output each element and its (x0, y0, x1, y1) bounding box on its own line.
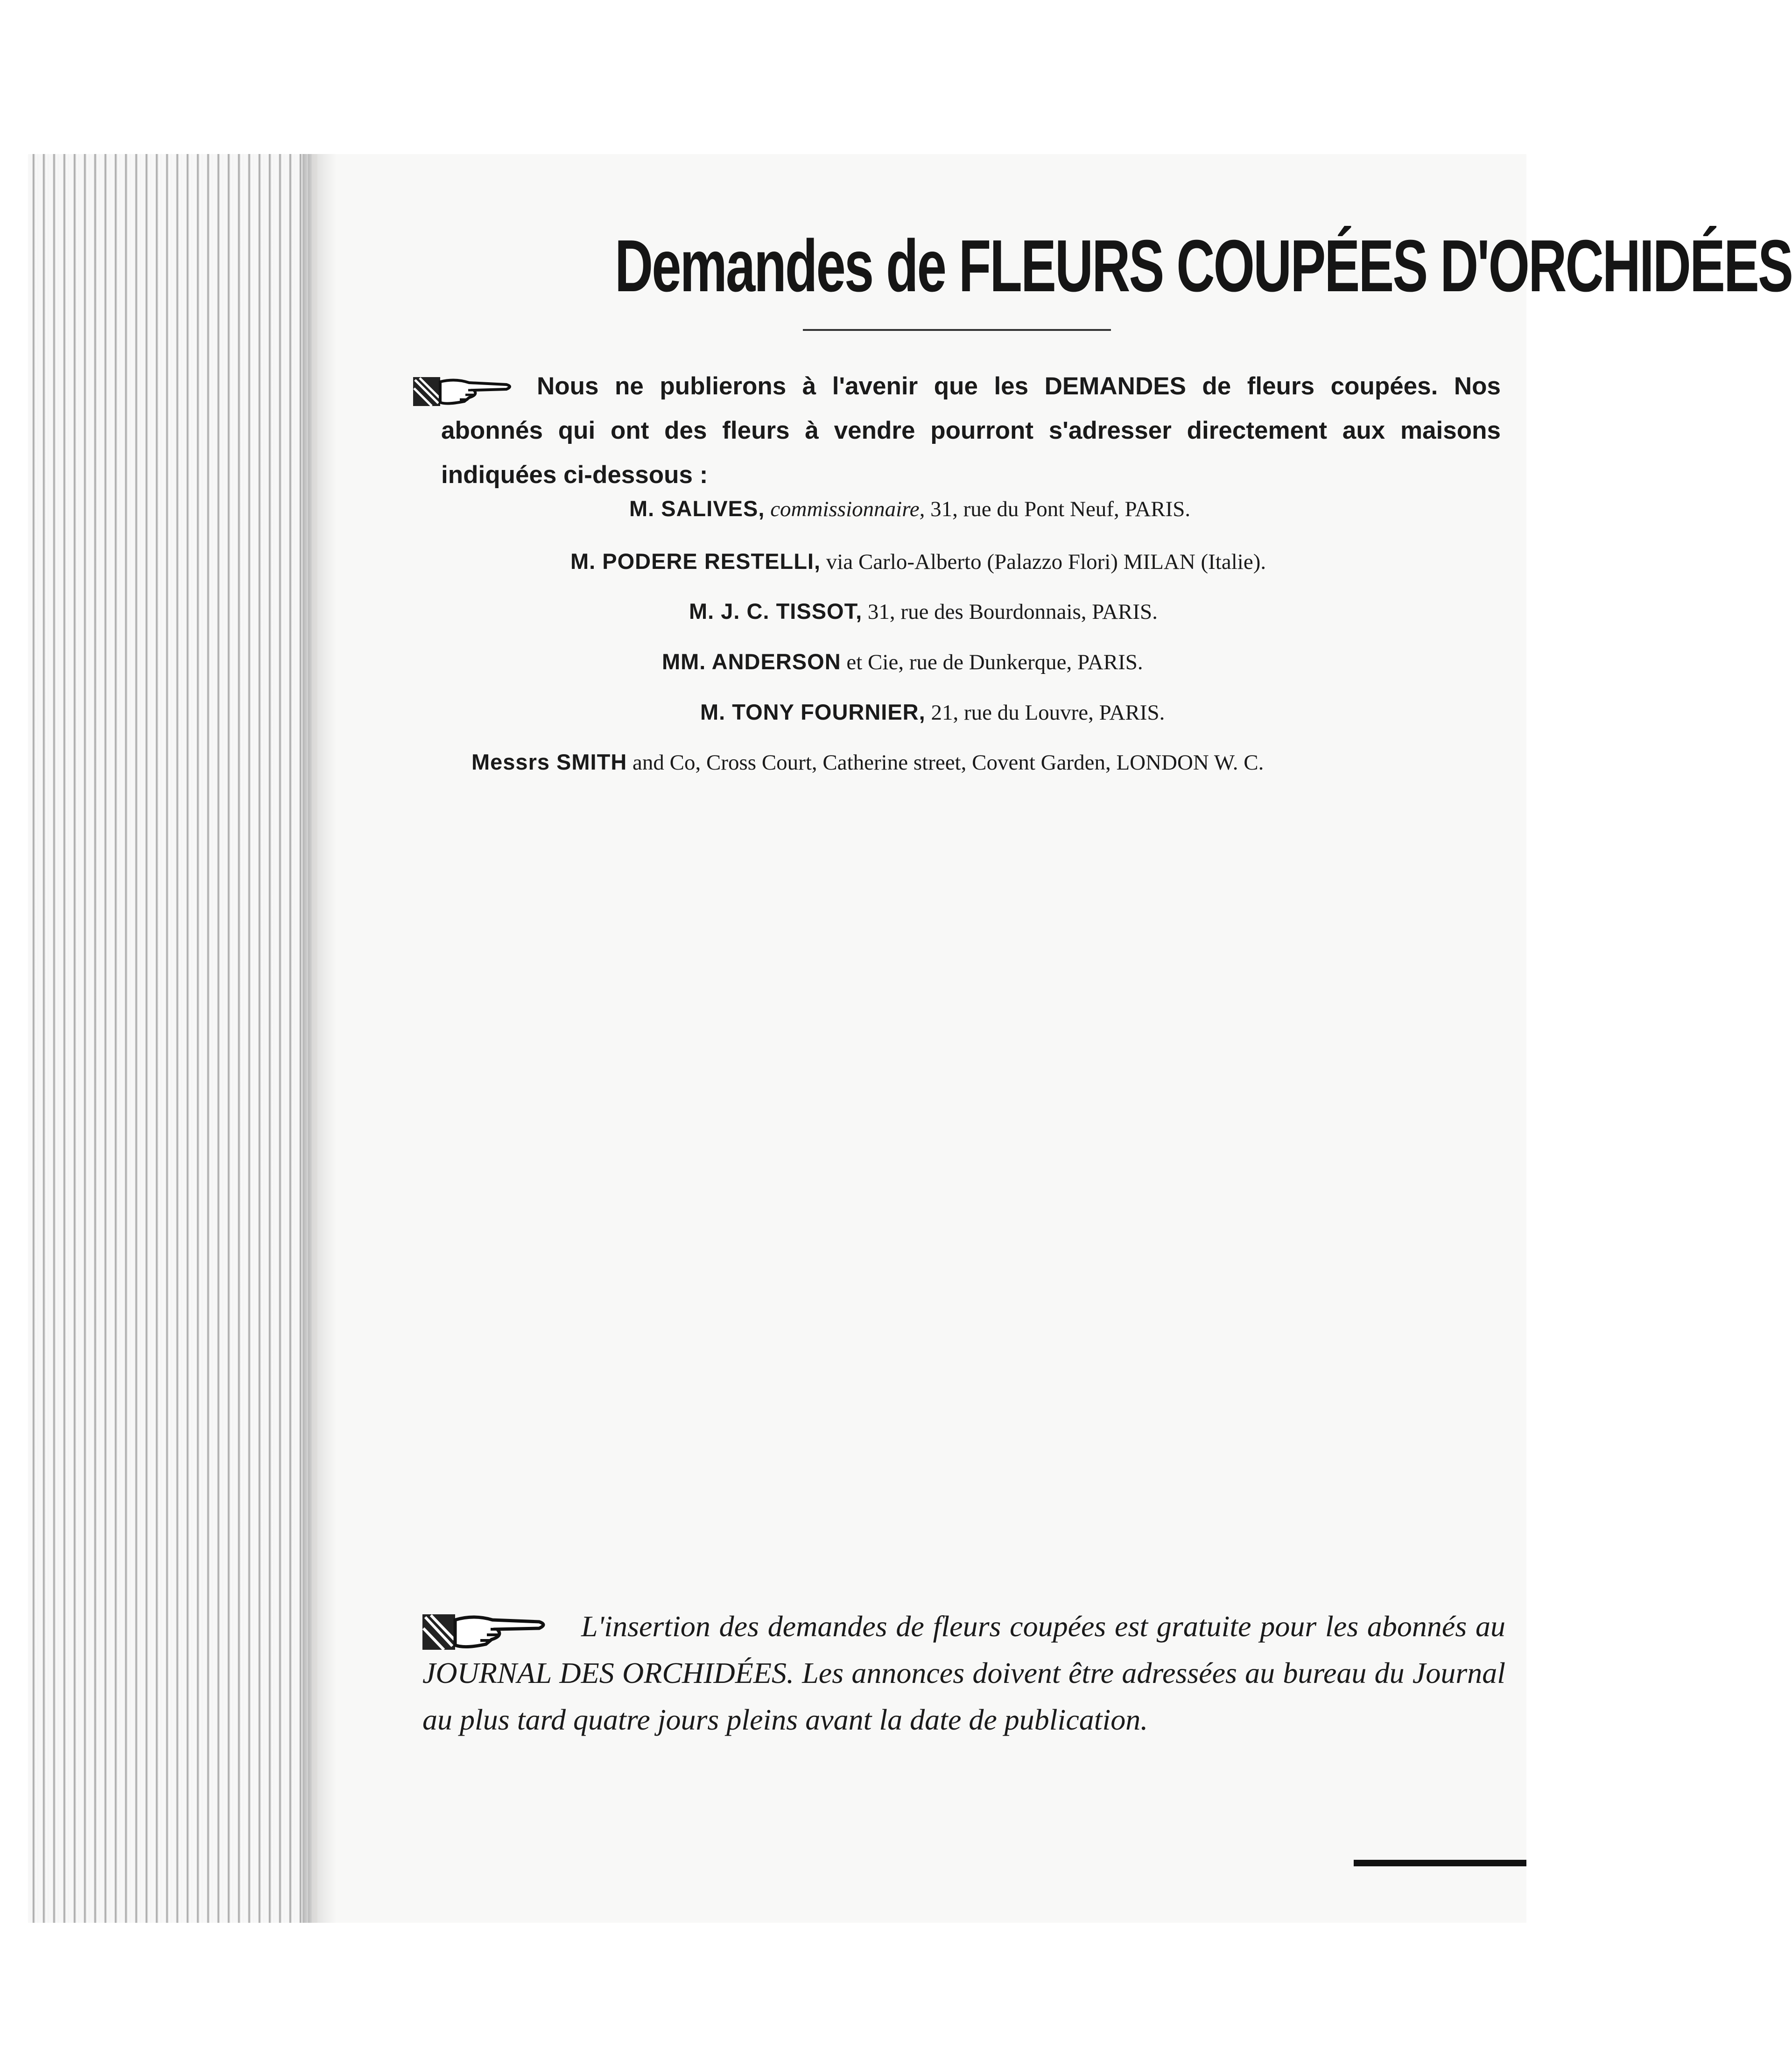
title-rule (803, 329, 1111, 331)
footer-notice: L'insertion des demandes de fleurs coupées est gratuite pour les abonnés au JOURNAL DES ORCHIDÉES. Les annonces doivent être adressées au bureau du Journal au plus tard quatre jours pleins avant la date de publication. (422, 1610, 1505, 1736)
address-name: MM. ANDERSON (662, 649, 841, 674)
address-rest: 31, rue des Bourdonnais, PARIS. (862, 600, 1158, 624)
address-name: Messrs SMITH (471, 750, 627, 774)
address-smith (471, 749, 1264, 775)
address-role: commissionnaire, (770, 497, 925, 521)
address-rest: 21, rue du Louvre, PARIS. (925, 701, 1165, 725)
address-anderson (662, 649, 1143, 675)
intro-paragraph: Nous ne publierons à l'avenir que les DEMANDES de fleurs coupées. Nos abonnés qui ont des fleurs à vendre pourront s'adresser directement aux maisons indiquées ci-dessous : (441, 372, 1501, 489)
address-rest: via Carlo-Alberto (Palazzo Flori) MILAN (Italie). (821, 550, 1266, 574)
address-restelli (570, 548, 1266, 575)
address-fournier (700, 699, 1165, 725)
scan-edge-mark (1354, 1860, 1526, 1866)
address-rest: and Co, Cross Court, Catherine street, Covent Garden, LONDON W. C. (627, 750, 1264, 775)
address-rest: et Cie, rue de Dunkerque, PARIS. (841, 650, 1143, 674)
address-tissot (689, 598, 1158, 624)
page-title: Demandes de FLEURS COUPÉES D'ORCHIDÉES (615, 225, 1792, 307)
address-name: M. J. C. TISSOT, (689, 599, 863, 624)
address-rest: 31, rue du Pont Neuf, PARIS. (925, 497, 1191, 521)
address-name: M. SALIVES, (629, 496, 765, 521)
address-name: M. TONY FOURNIER, (700, 700, 926, 724)
address-salives (629, 496, 1190, 522)
address-name: M. PODERE RESTELLI, (570, 549, 821, 574)
binding-shadow (308, 154, 336, 1923)
page-edges-stack (28, 154, 308, 1923)
